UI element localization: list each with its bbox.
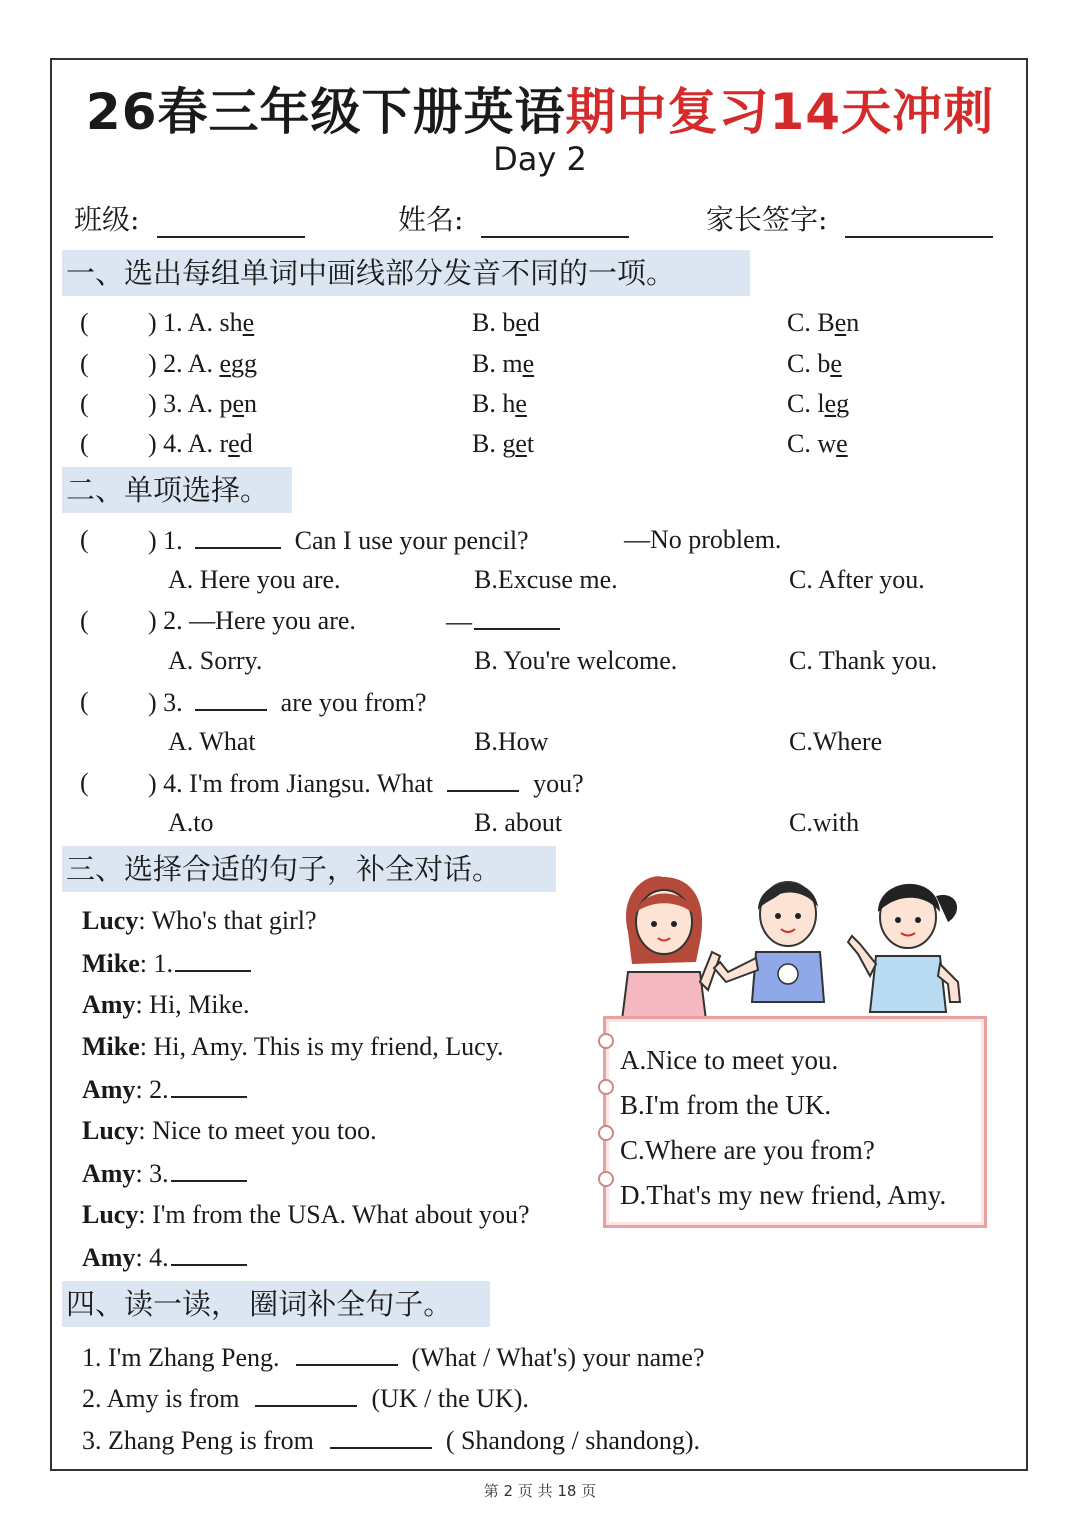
dialogue-line-6: Lucy: Nice to meet you too. <box>82 1116 377 1145</box>
s4-item-2: 2. Amy is from (UK / the UK). <box>82 1384 529 1413</box>
section-1-title: 一、选出每组单词中画线部分发音不同的一项。 <box>62 250 750 296</box>
s2-q3: ( <box>80 687 89 716</box>
dialogue-line-9: Amy: 4. <box>82 1242 247 1273</box>
s4-item-3: 3. Zhang Peng is from ( Shandong / shandong). <box>82 1426 701 1455</box>
s2-q4: ( <box>80 768 89 797</box>
s2-q1: ( <box>80 525 89 554</box>
s4-item-1: 1. I'm Zhang Peng. (What / What's) your name? <box>82 1343 705 1372</box>
day-label: Day 2 <box>493 140 587 178</box>
dialogue-line-4: Mike: Hi, Amy. This is my friend, Lucy. <box>82 1032 504 1061</box>
binder-ring <box>598 1171 614 1187</box>
s2-q2: ( <box>80 606 89 635</box>
dialogue-line-2: Mike: 1. <box>82 948 251 979</box>
binder-ring <box>598 1125 614 1141</box>
section-4-title: 四、读一读， 圈词补全句子。 <box>62 1281 490 1327</box>
dialogue-line-3: Amy: Hi, Mike. <box>82 990 250 1019</box>
girl-right-figure <box>848 884 960 1012</box>
option-c: C.Where are you from? <box>620 1135 875 1165</box>
cartoon-children-illustration <box>608 872 998 1020</box>
dialogue-line-5: Amy: 2. <box>82 1074 247 1105</box>
girl-left-figure <box>622 876 720 1020</box>
option-b: B.I'm from the UK. <box>620 1090 832 1120</box>
dialogue-line-7: Amy: 3. <box>82 1158 247 1189</box>
s1-row-3: ( <box>80 389 89 418</box>
page-number-footer: 第 2 页 共 18 页 <box>483 1482 597 1500</box>
s1-row-1: ( <box>80 308 89 337</box>
option-d: D.That's my new friend, Amy. <box>620 1180 947 1210</box>
s1-row-4: ( <box>80 429 89 458</box>
dialogue-line-8: Lucy: I'm from the USA. What about you? <box>82 1200 530 1229</box>
s1-row-2: ( <box>80 349 89 378</box>
dialogue-options-box <box>603 1016 987 1228</box>
dialogue-line-1: Lucy: Who's that girl? <box>82 906 317 935</box>
section-3-title: 三、选择合适的句子，补全对话。 <box>62 846 556 892</box>
section-2-title: 二、单项选择。 <box>62 467 292 513</box>
binder-ring <box>598 1079 614 1095</box>
name-field[interactable]: 姓名: <box>398 198 629 238</box>
class-field[interactable]: 班级: <box>74 198 305 238</box>
parent-signature-field[interactable]: 家长签字: <box>706 198 993 238</box>
boy-middle-figure <box>714 882 824 1002</box>
binder-ring <box>598 1033 614 1049</box>
option-a: A.Nice to meet you. <box>620 1045 839 1075</box>
page-title: 26春三年级下册英语期中复习14天冲刺 <box>85 83 995 141</box>
